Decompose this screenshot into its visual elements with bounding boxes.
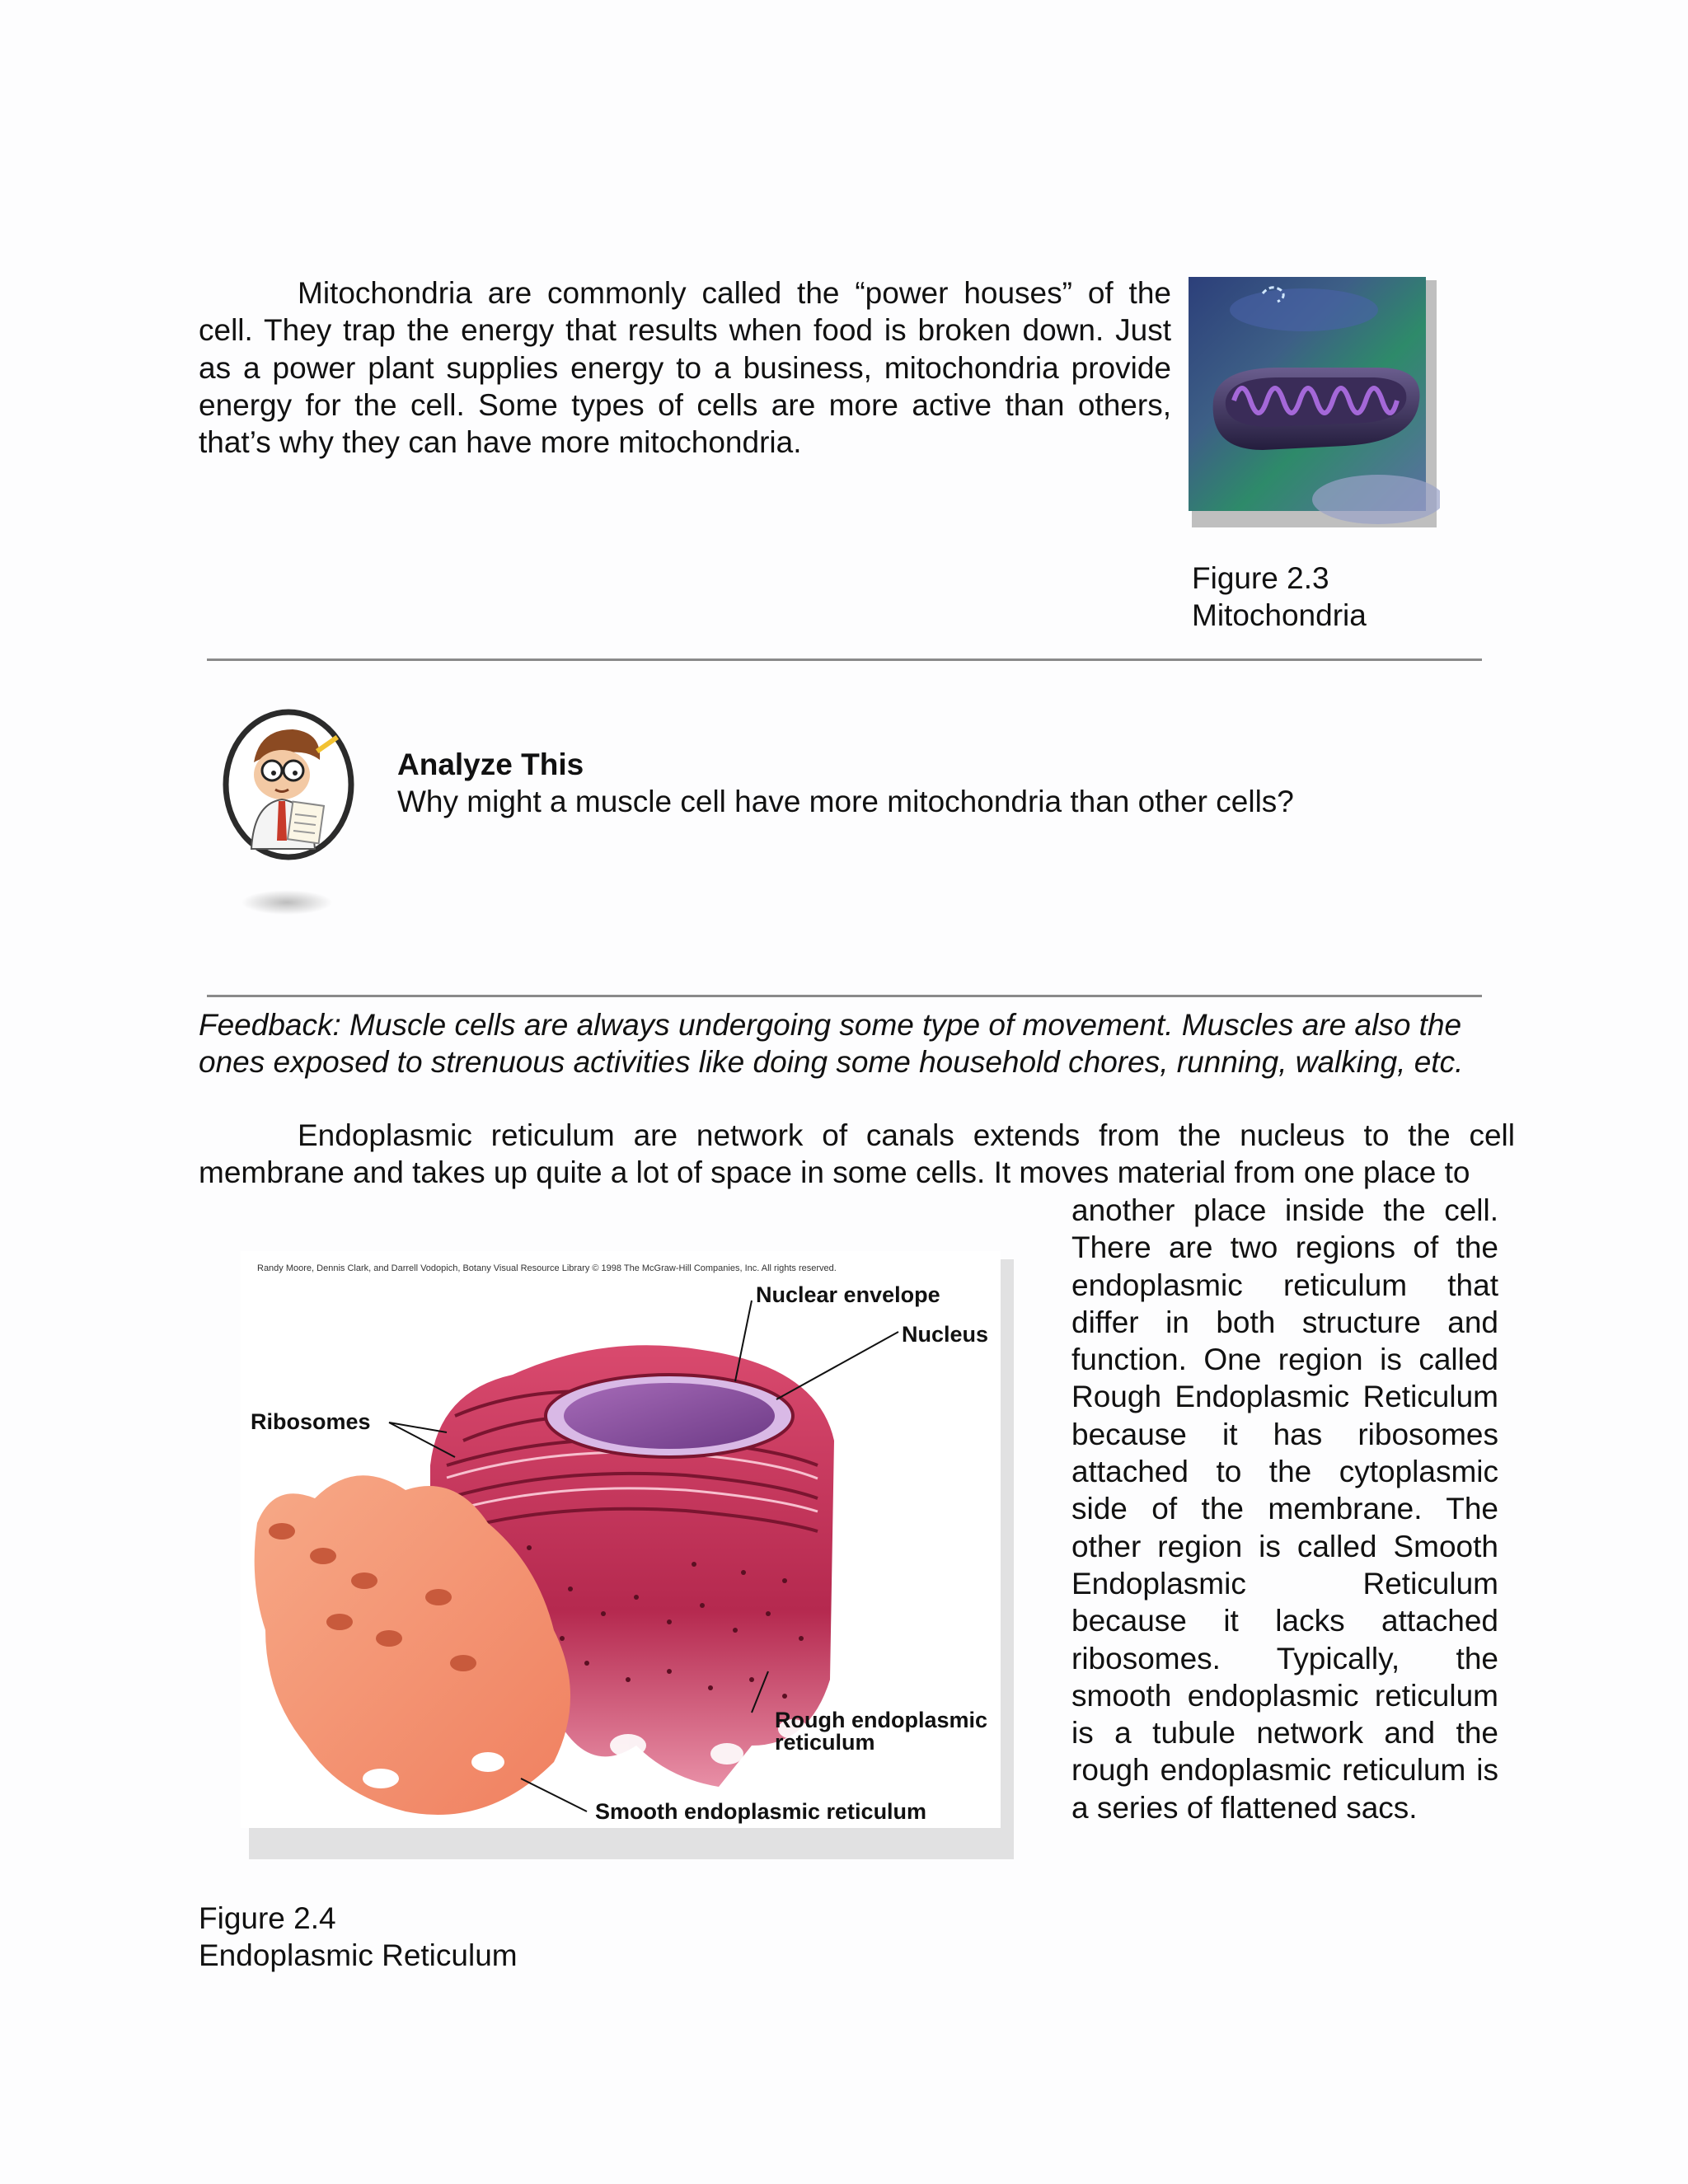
student-avatar [223, 709, 354, 923]
analyze-question: Why might a muscle cell have more mitochondria than other cells? [397, 785, 1294, 818]
endoplasmic-reticulum-figure [241, 1251, 1015, 1861]
ribosomes-label: Ribosomes [251, 1409, 371, 1434]
section-divider-bottom [207, 995, 1482, 997]
er-side-paragraph: another place inside the cell. There are two regions of the endoplasmic reticulum that differ in both structure and function. One region is called Rough Endoplasmic Reticulum because it has ribosomes attached to the cytoplasmic side of the membrane. The other region is called Smooth Endoplasmic Reticulum because it lacks attached ribosomes. Typically, the smooth endoplasmic reticulum is a tubule network and the rough endoplasmic reticulum is a series of flattened sacs. [1071, 1193, 1498, 1825]
rough-er-label-line2: reticulum [775, 1730, 875, 1755]
section-divider-top [207, 658, 1482, 661]
nuclear-envelope-label: Nuclear envelope [756, 1282, 940, 1307]
figure-number: Figure 2.3 [1192, 561, 1329, 595]
figure-2-4-caption [199, 1900, 518, 1974]
er-intro-paragraph: Endoplasmic reticulum are network of canals extends from the nucleus to the cell membrane and takes up quite a lot of space in some cells. It moves material from one place to [199, 1118, 1515, 1190]
mitochondria-paragraph: Mitochondria are commonly called the “power houses” of the cell. They trap the energy that results when food is broken down. Just as a power plant supplies energy to a business, mitochondria provide energy for the cell. Some types of cells are more active than others, that’s why they can have more mitochondria. [199, 276, 1171, 460]
smooth-er-label: Smooth endoplasmic reticulum [595, 1799, 927, 1824]
feedback-paragraph: Feedback: Muscle cells are always undergoing some type of movement. Muscles are also the ones exposed to strenuous activities like doing some household chores, running, walking, etc. [199, 1008, 1464, 1080]
rough-er-label-line1: Rough endoplasmic [775, 1708, 988, 1732]
figure-title: Mitochondria [1192, 598, 1367, 632]
figure-title: Endoplasmic Reticulum [199, 1938, 518, 1972]
figure-2-3-caption [1192, 560, 1367, 634]
analyze-heading: Analyze This [397, 748, 584, 781]
er-credit-line: Randy Moore, Dennis Clark, and Darrell Vodopich, Botany Visual Resource Library © 1998 The McGraw-Hill Companies, Inc. All rights reserved. [257, 1263, 837, 1273]
figure-number: Figure 2.4 [199, 1901, 336, 1935]
mitochondria-figure-image [1189, 277, 1440, 531]
nucleus-label: Nucleus [902, 1322, 989, 1347]
